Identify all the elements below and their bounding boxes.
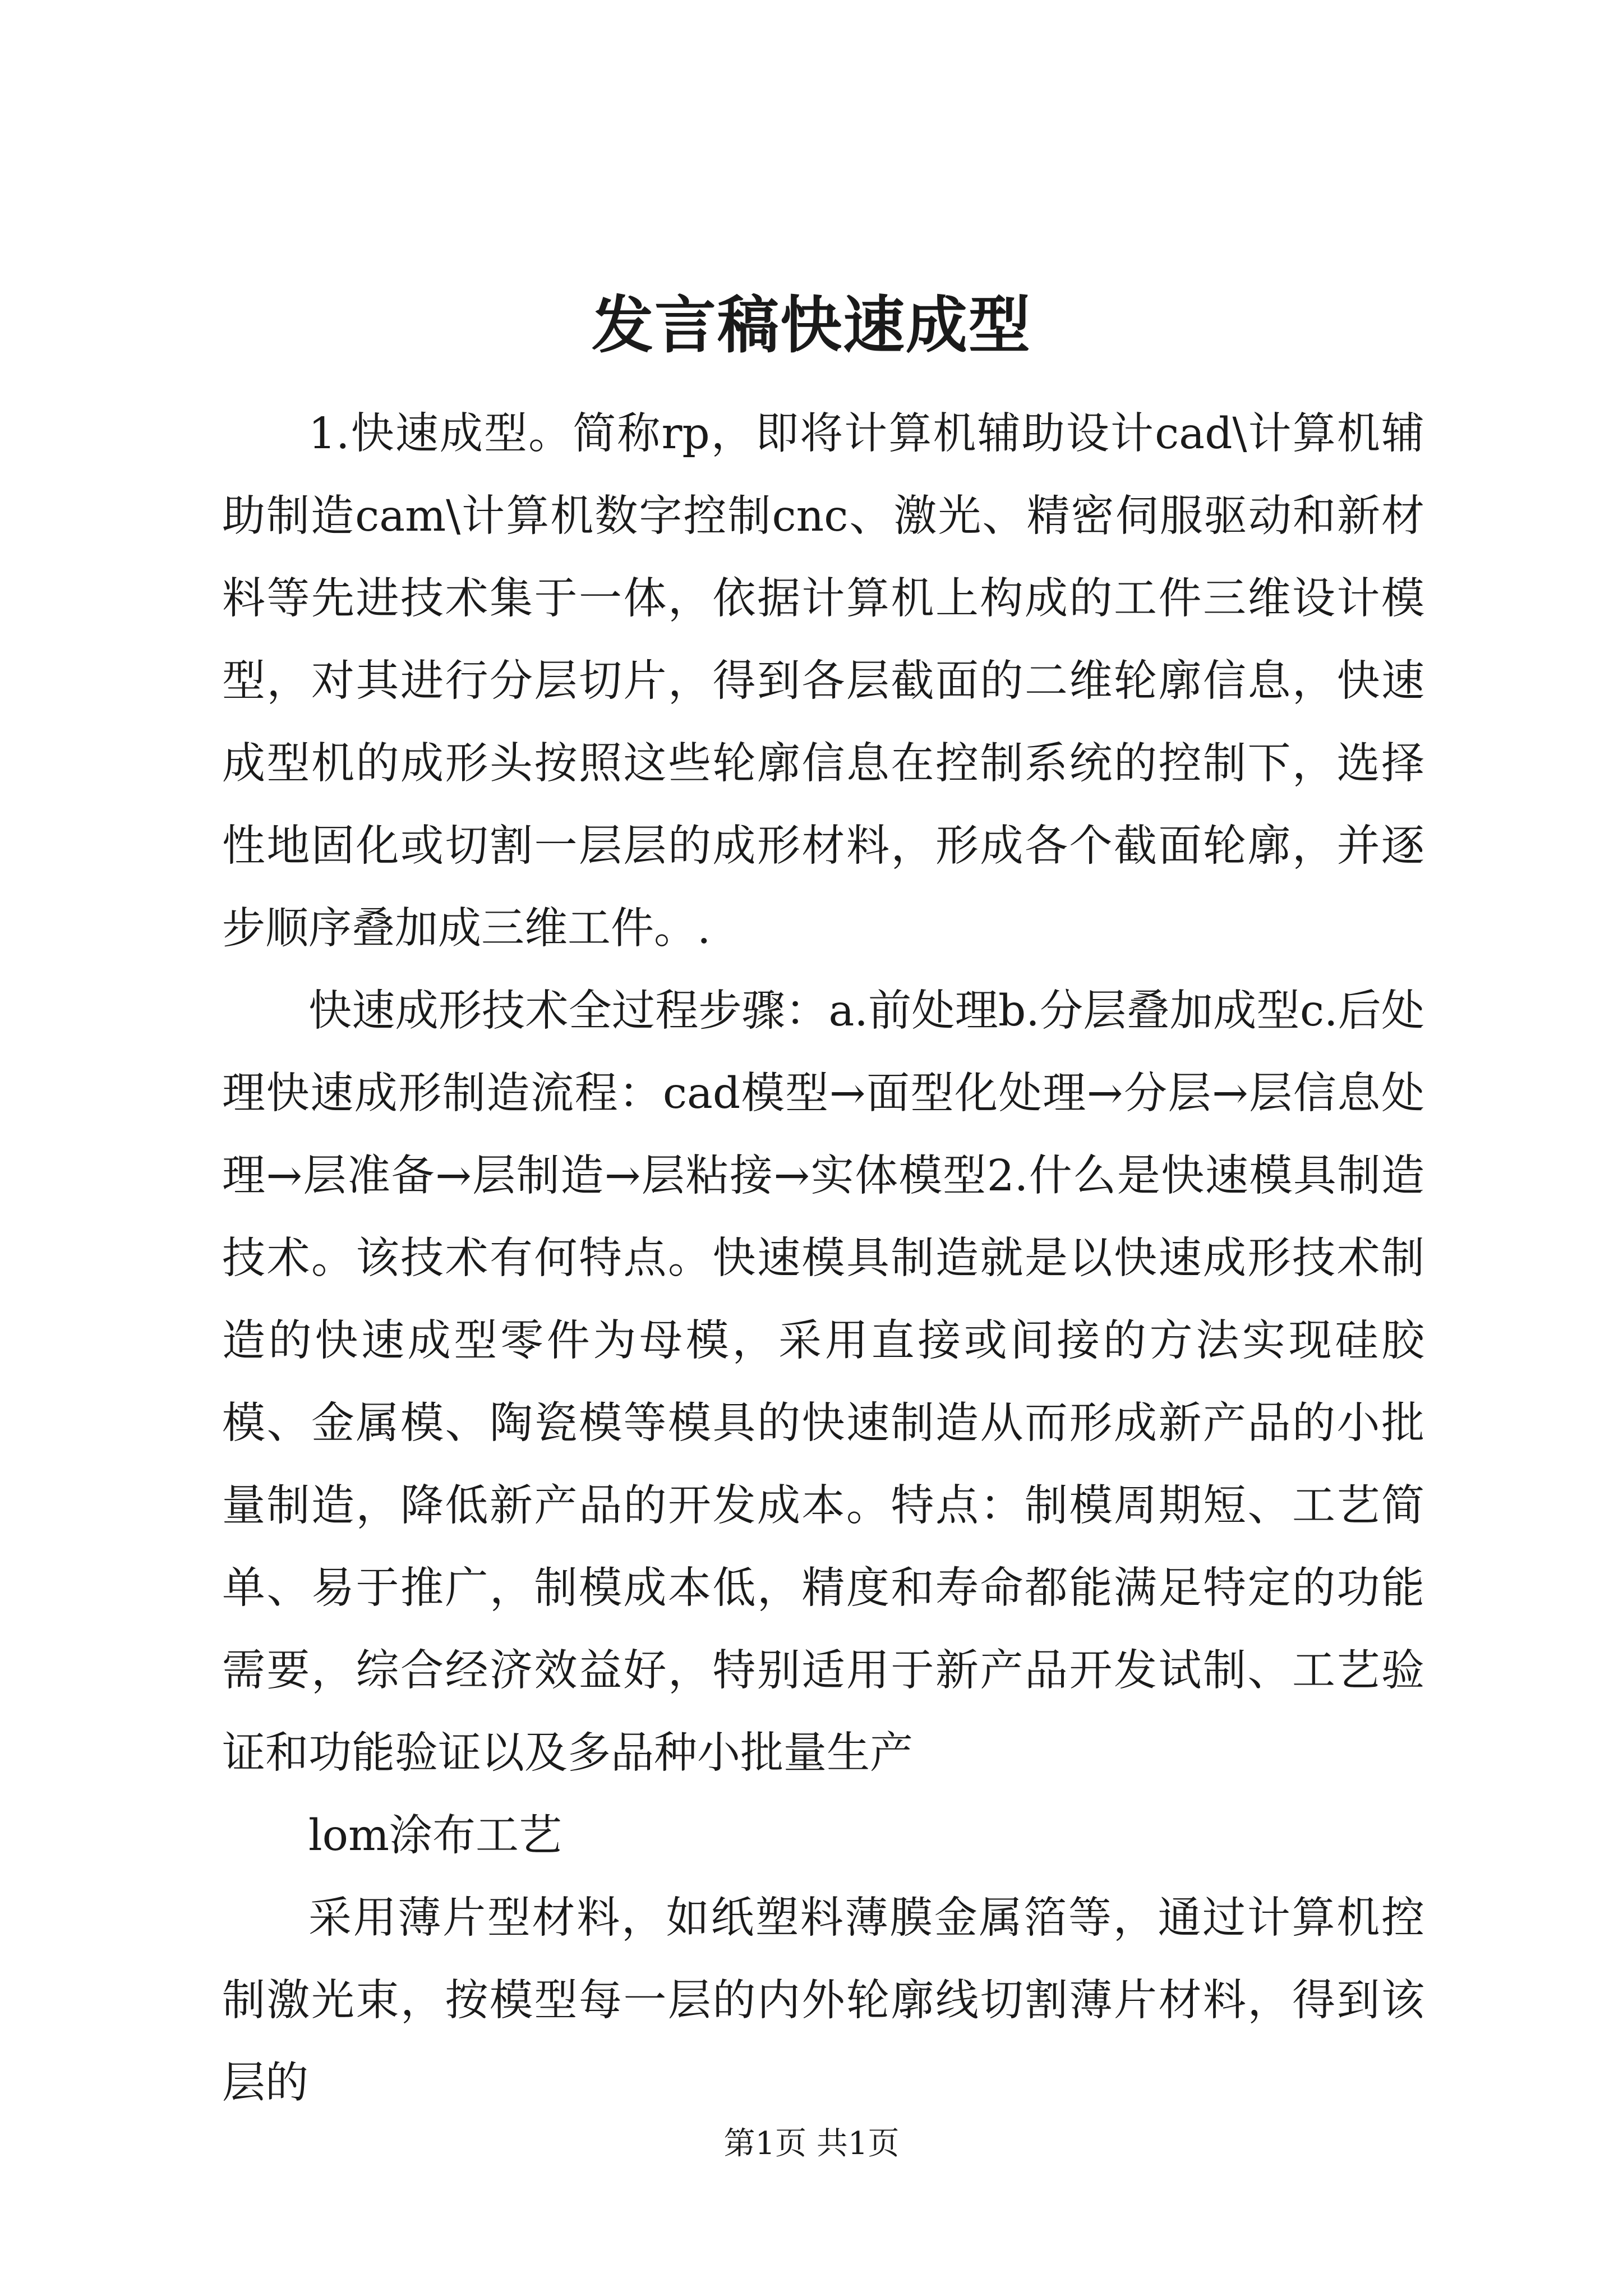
paragraph-3: lom涂布工艺 [308, 1811, 562, 1861]
document-body [222, 393, 1424, 2124]
paragraph-4: 采用薄片型材料，如纸塑料薄膜金属箔等，通过计算机控制激光束，按模型每一层的内外轮廓线切割薄片材料，得到该层的 [222, 1893, 1424, 2108]
paragraph-2: 快速成形技术全过程步骤：a.前处理b.分层叠加成型c.后处理快速成形制造流程：cad模型→面型化处理→分层→层信息处理→层准备→层制造→层粘接→实体模型2.什么是快速模具制造技术。该技术有何特点。快速模具制造就是以快速成形技术制造的快速成型零件为母模，采用直接或间接的方法实现硅胶模、金属模、陶瓷模等模具的快速制造从而形成新产品的小批量制造，降低新产品的开发成本。特点：制模周期短、工艺简单、易于推广，制模成本低，精度和寿命都能满足特定的功能需要，综合经济效益好，特别适用于新产品开发试制、工艺验证和功能验证以及多品种小批量生产 [222, 986, 1424, 1778]
paragraph-1: 1.快速成型。简称rp，即将计算机辅助设计cad\计算机辅助制造cam\计算机数字控制cnc、激光、精密伺服驱动和新材料等先进技术集于一体，依据计算机上构成的工件三维设计模型，对其进行分层切片，得到各层截面的二维轮廓信息，快速成型机的成形头按照这些轮廓信息在控制系统的控制下，选择性地固化或切割一层层的成形材料，形成各个截面轮廓，并逐步顺序叠加成三维工件。. [222, 409, 1424, 954]
page-footer: 第1页 共1页 [723, 2125, 900, 2162]
document-title: 发言稿快速成型 [592, 289, 1031, 361]
